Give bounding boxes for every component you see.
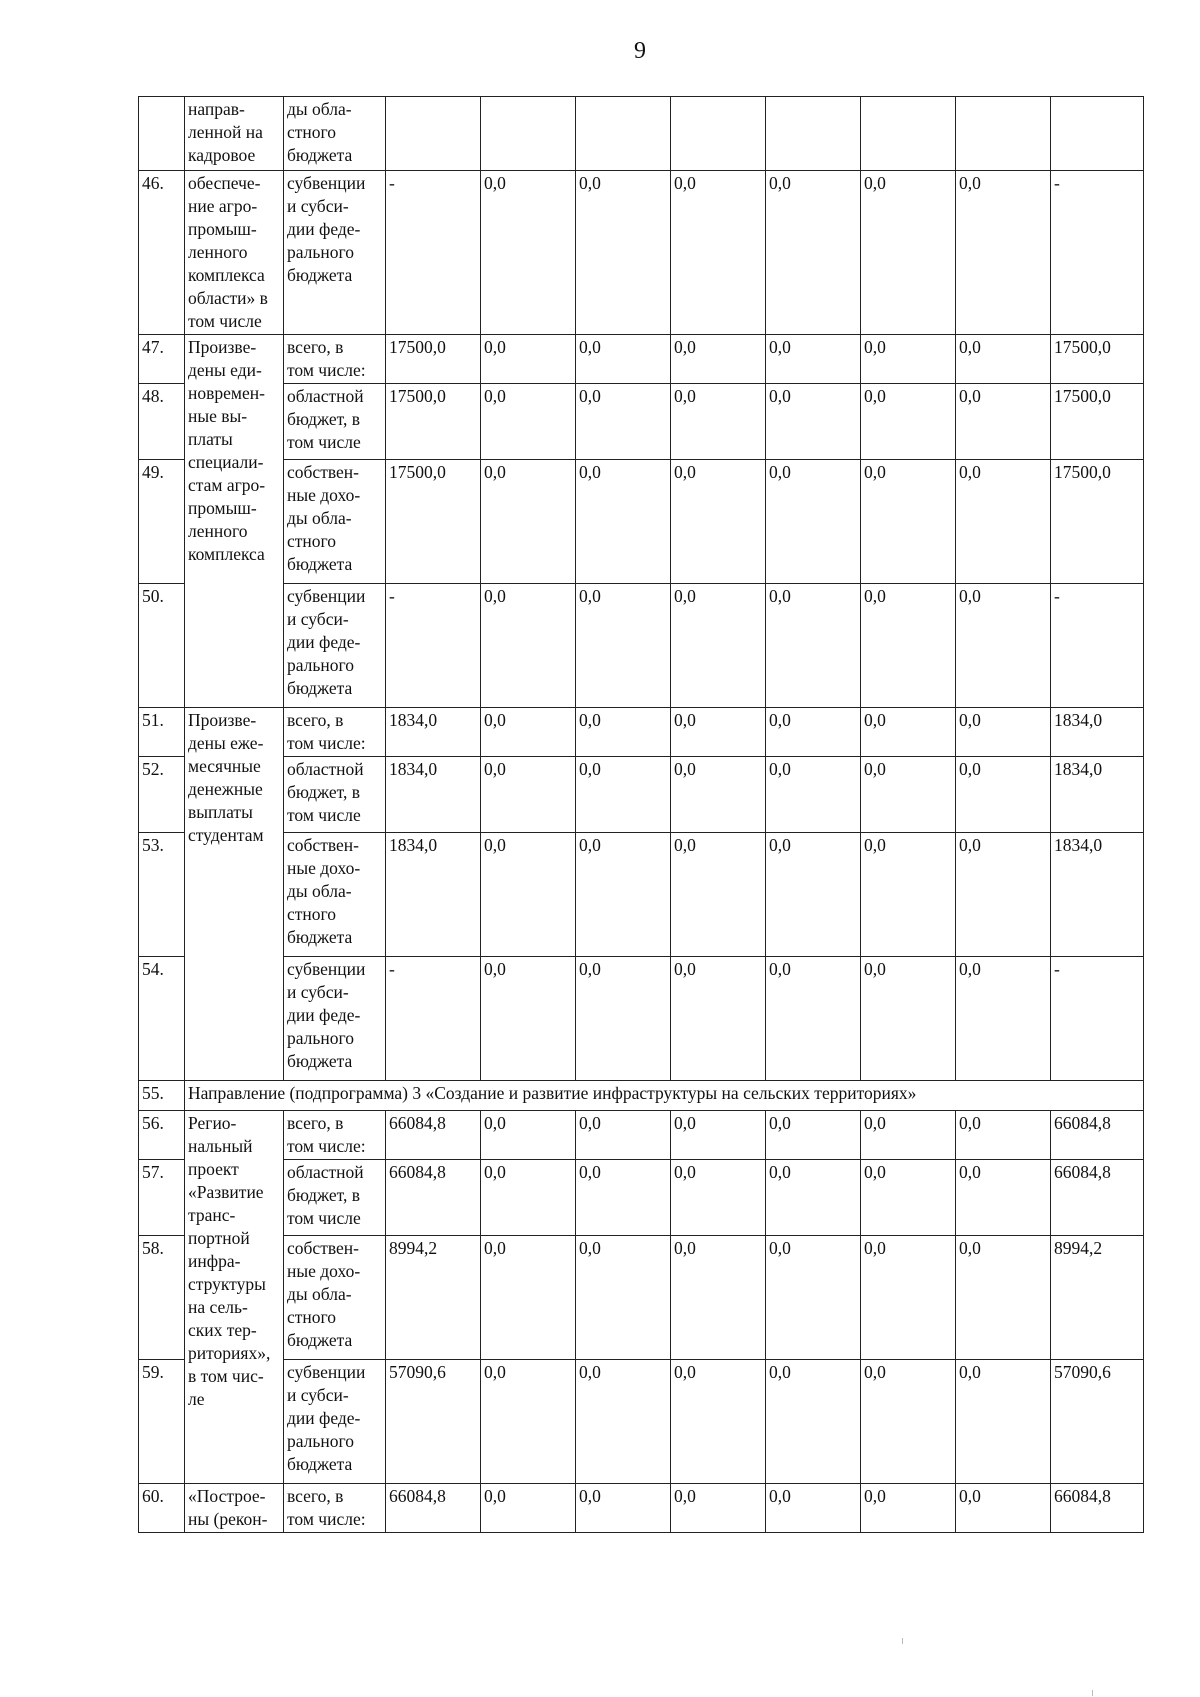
value-cell: 0,0: [671, 1484, 766, 1533]
value-cell: 0,0: [671, 584, 766, 708]
value-cell: 0,0: [671, 708, 766, 757]
value-cell: 0,0: [481, 708, 576, 757]
funding-source: всего, в том числе:: [284, 708, 386, 757]
table-row: [139, 584, 1144, 708]
value-cell: 66084,8: [386, 1111, 481, 1160]
value-cell: 1834,0: [1051, 708, 1144, 757]
value-cell: 0,0: [576, 584, 671, 708]
row-number: 55.: [139, 1081, 185, 1111]
value-cell: 0,0: [956, 335, 1051, 384]
value-cell: 0,0: [481, 1111, 576, 1160]
value-cell: 0,0: [576, 1360, 671, 1484]
row-number: 59.: [139, 1360, 185, 1484]
value-cell: 0,0: [766, 335, 861, 384]
value-cell: 0,0: [481, 1360, 576, 1484]
value-cell: -: [1051, 584, 1144, 708]
value-cell: 0,0: [671, 833, 766, 957]
division-title: Направление (подпрограмма) 3 «Создание и развитие инфраструктуры на сельских территориях»: [185, 1081, 1144, 1111]
value-cell: 0,0: [766, 1360, 861, 1484]
value-cell: 0,0: [671, 460, 766, 584]
value-cell: 0,0: [576, 957, 671, 1081]
value-cell: 0,0: [576, 335, 671, 384]
value-cell: 8994,2: [1051, 1236, 1144, 1360]
value-cell: 0,0: [481, 1160, 576, 1236]
value-cell: -: [386, 171, 481, 335]
value-cell: 0,0: [861, 384, 956, 460]
value-cell: 8994,2: [386, 1236, 481, 1360]
value-cell: 17500,0: [1051, 335, 1144, 384]
measure-description: «Построе- ны (рекон-: [185, 1484, 284, 1533]
value-cell: 0,0: [766, 1160, 861, 1236]
value-cell: 17500,0: [386, 335, 481, 384]
value-cell: 0,0: [576, 833, 671, 957]
value-cell: 0,0: [481, 460, 576, 584]
value-cell: 0,0: [861, 171, 956, 335]
value-cell: 0,0: [481, 584, 576, 708]
row-number: 47.: [139, 335, 185, 384]
value-cell: 0,0: [766, 584, 861, 708]
value-cell: 0,0: [481, 757, 576, 833]
value-cell: 0,0: [766, 708, 861, 757]
value-cell: 0,0: [956, 1484, 1051, 1533]
value-cell: 0,0: [956, 1236, 1051, 1360]
value-cell: 57090,6: [386, 1360, 481, 1484]
row-number: 60.: [139, 1484, 185, 1533]
value-cell: 0,0: [671, 1111, 766, 1160]
value-cell: 0,0: [956, 708, 1051, 757]
funding-source: всего, в том числе:: [284, 335, 386, 384]
value-cell: 0,0: [766, 171, 861, 335]
table-row: [139, 957, 1144, 1081]
value-cell: -: [1051, 171, 1144, 335]
value-cell: 0,0: [576, 384, 671, 460]
row-number: 50.: [139, 584, 185, 708]
scan-mark: [1092, 1690, 1093, 1696]
row-number: 49.: [139, 460, 185, 584]
value-cell: 0,0: [956, 584, 1051, 708]
table-row: [139, 1360, 1144, 1484]
value-cell: 0,0: [576, 708, 671, 757]
row-number: 58.: [139, 1236, 185, 1360]
value-cell: 17500,0: [1051, 384, 1144, 460]
table-row: [139, 1081, 1144, 1111]
value-cell: 0,0: [861, 833, 956, 957]
value-cell: 0,0: [481, 833, 576, 957]
value-cell: 0,0: [766, 757, 861, 833]
value-cell: [671, 97, 766, 171]
value-cell: 0,0: [481, 171, 576, 335]
value-cell: 0,0: [576, 460, 671, 584]
table-row: [139, 1160, 1144, 1236]
page-number: 9: [634, 38, 646, 64]
value-cell: 0,0: [766, 460, 861, 584]
value-cell: -: [1051, 957, 1144, 1081]
value-cell: 0,0: [861, 1360, 956, 1484]
table-row: [139, 757, 1144, 833]
value-cell: 0,0: [861, 957, 956, 1081]
value-cell: -: [386, 584, 481, 708]
value-cell: 0,0: [956, 1111, 1051, 1160]
value-cell: 0,0: [481, 957, 576, 1081]
table-row: [139, 171, 1144, 335]
value-cell: 0,0: [671, 1360, 766, 1484]
funding-source: субвенции и субси- дии феде- рального бюджета: [284, 957, 386, 1081]
table-row: [139, 1111, 1144, 1160]
value-cell: 0,0: [671, 957, 766, 1081]
funding-source: всего, в том числе:: [284, 1111, 386, 1160]
row-number: 48.: [139, 384, 185, 460]
table-row: [139, 384, 1144, 460]
funding-source: собствен- ные дохо- ды обла- стного бюджета: [284, 833, 386, 957]
value-cell: 17500,0: [1051, 460, 1144, 584]
funding-source: субвенции и субси- дии феде- рального бюджета: [284, 584, 386, 708]
value-cell: 17500,0: [386, 460, 481, 584]
funding-source: областной бюджет, в том числе: [284, 757, 386, 833]
value-cell: 66084,8: [1051, 1160, 1144, 1236]
value-cell: [386, 97, 481, 171]
value-cell: [1051, 97, 1144, 171]
value-cell: 0,0: [766, 1111, 861, 1160]
measure-description: Регио- нальный проект «Развитие транс- портной инфра- структуры на сель- ских тер- риториях», в том чис- ле: [185, 1111, 284, 1484]
row-number: 51.: [139, 708, 185, 757]
value-cell: 0,0: [576, 757, 671, 833]
measure-description: Произве- дены еди- новремен- ные вы- платы специали- стам агро- промыш- ленного комплекса: [185, 335, 284, 708]
value-cell: 0,0: [576, 1484, 671, 1533]
row-number: 52.: [139, 757, 185, 833]
value-cell: 0,0: [671, 1160, 766, 1236]
table-row: [139, 335, 1144, 384]
value-cell: 0,0: [956, 833, 1051, 957]
value-cell: 0,0: [956, 384, 1051, 460]
value-cell: 0,0: [956, 957, 1051, 1081]
row-number: 57.: [139, 1160, 185, 1236]
value-cell: 1834,0: [386, 708, 481, 757]
funding-source: субвенции и субси- дии феде- рального бюджета: [284, 1360, 386, 1484]
funding-source: ды обла- стного бюджета: [284, 97, 386, 171]
value-cell: [576, 97, 671, 171]
value-cell: 0,0: [861, 584, 956, 708]
value-cell: 0,0: [671, 384, 766, 460]
value-cell: 57090,6: [1051, 1360, 1144, 1484]
value-cell: 1834,0: [386, 757, 481, 833]
value-cell: [766, 97, 861, 171]
value-cell: 1834,0: [1051, 757, 1144, 833]
row-number: 56.: [139, 1111, 185, 1160]
measure-description: обеспече- ние агро- промыш- ленного комплекса области» в том числе: [185, 171, 284, 335]
value-cell: 0,0: [671, 1236, 766, 1360]
scan-mark: [902, 1638, 903, 1644]
value-cell: 0,0: [576, 1160, 671, 1236]
value-cell: 0,0: [956, 1160, 1051, 1236]
table-row: [139, 1236, 1144, 1360]
value-cell: 0,0: [766, 384, 861, 460]
value-cell: 0,0: [671, 171, 766, 335]
value-cell: 0,0: [481, 384, 576, 460]
value-cell: 66084,8: [386, 1484, 481, 1533]
value-cell: -: [386, 957, 481, 1081]
value-cell: 0,0: [671, 335, 766, 384]
value-cell: 0,0: [481, 1484, 576, 1533]
value-cell: 0,0: [481, 1236, 576, 1360]
table-row: [139, 97, 1144, 171]
value-cell: 0,0: [956, 1360, 1051, 1484]
value-cell: 0,0: [861, 1236, 956, 1360]
value-cell: 66084,8: [386, 1160, 481, 1236]
value-cell: 0,0: [766, 833, 861, 957]
value-cell: 0,0: [861, 708, 956, 757]
row-number: [139, 97, 185, 171]
value-cell: 0,0: [576, 1236, 671, 1360]
row-number: 54.: [139, 957, 185, 1081]
funding-source: областной бюджет, в том числе: [284, 1160, 386, 1236]
value-cell: 0,0: [671, 757, 766, 833]
value-cell: 17500,0: [386, 384, 481, 460]
value-cell: 0,0: [576, 1111, 671, 1160]
funding-source: областной бюджет, в том числе: [284, 384, 386, 460]
funding-source: субвенции и субси- дии феде- рального бюджета: [284, 171, 386, 335]
value-cell: 0,0: [861, 1111, 956, 1160]
value-cell: 0,0: [481, 335, 576, 384]
value-cell: 0,0: [861, 1484, 956, 1533]
value-cell: 0,0: [861, 1160, 956, 1236]
value-cell: [861, 97, 956, 171]
value-cell: 0,0: [956, 171, 1051, 335]
value-cell: 66084,8: [1051, 1484, 1144, 1533]
row-number: 53.: [139, 833, 185, 957]
value-cell: 0,0: [766, 1236, 861, 1360]
funding-source: всего, в том числе:: [284, 1484, 386, 1533]
table-row: [139, 1484, 1144, 1533]
value-cell: [481, 97, 576, 171]
value-cell: 0,0: [766, 957, 861, 1081]
funding-source: собствен- ные дохо- ды обла- стного бюджета: [284, 1236, 386, 1360]
table-row: [139, 708, 1144, 757]
table-row: [139, 460, 1144, 584]
budget-table: [138, 96, 1144, 1533]
value-cell: 0,0: [861, 335, 956, 384]
row-number: 46.: [139, 171, 185, 335]
funding-source: собствен- ные дохо- ды обла- стного бюджета: [284, 460, 386, 584]
value-cell: 0,0: [956, 757, 1051, 833]
value-cell: [956, 97, 1051, 171]
value-cell: 0,0: [861, 460, 956, 584]
table-row: [139, 833, 1144, 957]
measure-description: направ- ленной на кадровое: [185, 97, 284, 171]
value-cell: 0,0: [861, 757, 956, 833]
value-cell: 0,0: [956, 460, 1051, 584]
measure-description: Произве- дены еже- месячные денежные выплаты студентам: [185, 708, 284, 1081]
value-cell: 0,0: [766, 1484, 861, 1533]
value-cell: 0,0: [576, 171, 671, 335]
value-cell: 1834,0: [1051, 833, 1144, 957]
value-cell: 66084,8: [1051, 1111, 1144, 1160]
value-cell: 1834,0: [386, 833, 481, 957]
